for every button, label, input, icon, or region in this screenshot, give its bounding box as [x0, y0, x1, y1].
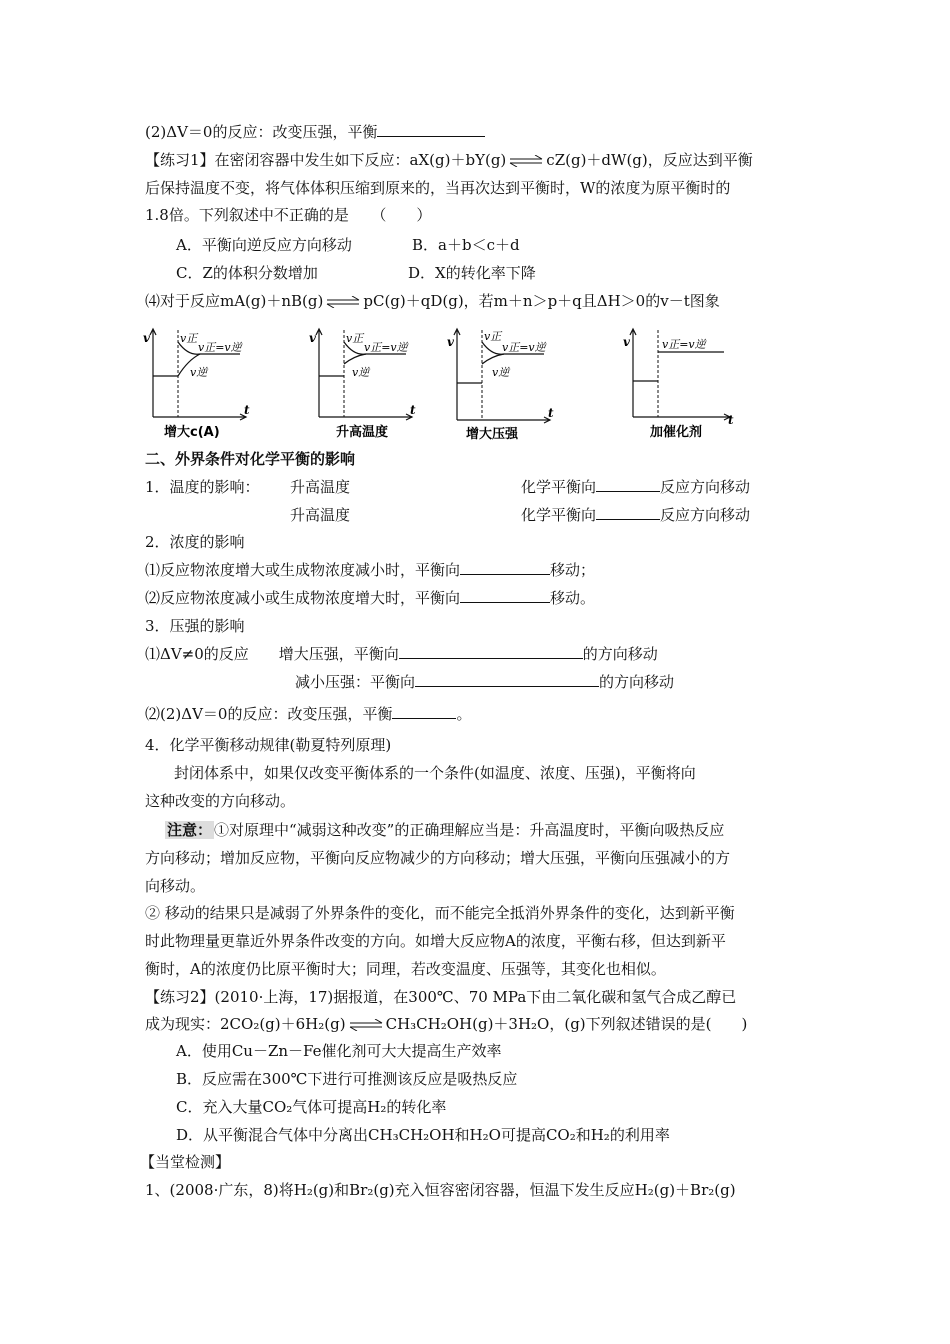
text-line: 成为现实：2CO₂(g)＋6H₂(g) CH₃CH₂OH(g)＋3H₂O，(g)下列叙述错误的是( ) [145, 1015, 748, 1033]
option-d[interactable]: D．从平衡混合气体中分离出CH₃CH₂OH和H₂O可提高CO₂和H₂的利用率 [176, 1126, 670, 1144]
answer-blank[interactable] [415, 672, 599, 687]
option-b[interactable]: B．a＋b＜c＋d [412, 236, 520, 254]
text-line: ⑴ΔV≠0的反应 增大压强，平衡向 的方向移动 [145, 645, 658, 663]
exercise-2-question: 【练习2】(2010·上海，17)据报道，在300℃、70 MPa下由二氧化碳和氢气合成乙醇已 [145, 988, 737, 1006]
vt-graph-increase-pressure [444, 324, 564, 444]
equilibrium-arrow-icon [509, 155, 543, 167]
curve-label-equal: v正=v逆 [502, 341, 546, 354]
text-line: 化学平衡向 反应方向移动 [521, 506, 751, 524]
axis-label-t: t [728, 413, 734, 427]
graph-caption: 加催化剂 [650, 425, 703, 440]
answer-blank[interactable] [392, 704, 456, 719]
subsection-title: 2．浓度的影响 [145, 533, 245, 551]
text-line: ⑵(2)ΔV＝0的反应：改变压强，平衡 。 [145, 705, 472, 723]
answer-blank[interactable] [596, 477, 660, 492]
curve-label-reverse: v逆 [492, 366, 510, 379]
axis-label-t: t [548, 406, 554, 420]
curve-label-reverse: v逆 [352, 366, 370, 379]
exercise-1-question: 【练习1】在密闭容器中发生如下反应：aX(g)＋bY(g) cZ(g)＋dW(g)，反应达到平衡 [145, 151, 753, 169]
condition-label: 升高温度 [290, 506, 351, 524]
text-line: 封闭体系中，如果仅改变平衡体系的一个条件(如温度、浓度、压强)，平衡将向 [174, 764, 696, 782]
subsection-title: 4．化学平衡移动规律(勒夏特列原理) [145, 736, 392, 754]
axis-label-v: v [309, 331, 316, 345]
curve-label-equal: v正=v逆 [364, 341, 408, 354]
graph-caption: 增大c(A) [164, 425, 220, 440]
text-line: ② 移动的结果只是减弱了外界条件的变化，而不能完全抵消外界条件的变化，达到新平衡 [145, 904, 735, 922]
text-line: 1、(2008·广东，8)将H₂(g)和Br₂(g)充入恒容密闭容器，恒温下发生反应H₂(g)＋Br₂(g) [145, 1181, 736, 1199]
axis-label-t: t [244, 403, 250, 417]
note-label: 注意： [167, 821, 213, 839]
vt-graph-add-catalyst [620, 324, 745, 444]
vt-graph-increase-concentration [140, 324, 260, 444]
text-line: 化学平衡向 反应方向移动 [521, 478, 751, 496]
text-line: 减小压强：平衡向 的方向移动 [295, 673, 675, 691]
vt-graph-raise-temperature [306, 324, 426, 444]
text-line: 后保持温度不变，将气体体积压缩到原来的，当再次达到平衡时，W的浓度为原平衡时的 [145, 179, 731, 197]
text-line: 衡时，A的浓度仍比原平衡时大；同理，若改变温度、压强等，其变化也相似。 [145, 960, 666, 978]
section-title: 【当堂检测】 [140, 1153, 231, 1171]
axis-label-v: v [623, 335, 630, 349]
graph-caption: 增大压强 [466, 427, 519, 442]
text-line: 方向移动；增加反应物，平衡向反应物减少的方向移动；增大压强，平衡向压强减小的方 [145, 849, 731, 867]
condition-label: 升高温度 [290, 478, 351, 496]
text-line: (2)ΔV＝0的反应：改变压强，平衡 [145, 122, 485, 142]
subsection-title: 1．温度的影响： [145, 478, 260, 496]
subsection-title: 3．压强的影响 [145, 617, 245, 635]
option-d[interactable]: D．X的转化率下降 [408, 264, 536, 282]
axis-label-v: v [447, 335, 454, 349]
answer-blank[interactable] [596, 505, 660, 520]
option-a[interactable]: A．使用Cu－Zn－Fe催化剂可大大提高生产效率 [176, 1042, 502, 1060]
answer-blank[interactable] [377, 122, 485, 137]
option-b[interactable]: B．反应需在300℃下进行可推测该反应是吸热反应 [176, 1070, 518, 1088]
text-line: 这种改变的方向移动。 [145, 792, 296, 810]
text-line: 向移动。 [145, 877, 206, 895]
text-line: 时此物理量更靠近外界条件改变的方向。如增大反应物A的浓度，平衡右移，但达到新平 [145, 932, 726, 950]
curve-label-reverse: v逆 [190, 366, 208, 379]
note-line: 注意： ①对原理中“减弱这种改变”的正确理解应当是：升高温度时，平衡向吸热反应 [167, 821, 725, 839]
option-c[interactable]: C．Z的体积分数增加 [176, 264, 318, 282]
text-line: ⑴反应物浓度增大或生成物浓度减小时，平衡向 移动； [145, 561, 596, 579]
section-title: 二、外界条件对化学平衡的影响 [145, 450, 356, 468]
text-line: ⑷对于反应mA(g)＋nB(g) pC(g)＋qD(g)，若m＋n＞p＋q且ΔH＞0的v－t图象 [145, 292, 720, 310]
axis-label-v: v [143, 331, 150, 345]
answer-blank[interactable] [399, 644, 583, 659]
graph-caption: 升高温度 [336, 425, 389, 440]
curve-label-equal: v正=v逆 [198, 341, 242, 354]
option-c[interactable]: C．充入大量CO₂气体可提高H₂的转化率 [176, 1098, 447, 1116]
curve-label-forward: v正 [484, 330, 502, 343]
curve-label-equal: v正=v逆 [662, 338, 706, 351]
answer-blank[interactable] [460, 588, 550, 603]
answer-blank[interactable] [460, 560, 550, 575]
curve-label-forward: v正 [180, 332, 198, 345]
equilibrium-arrow-icon [349, 1019, 383, 1031]
text-line: 1.8倍。下列叙述中不正确的是 （ ） [145, 206, 432, 224]
option-a[interactable]: A．平衡向逆反应方向移动 [176, 236, 352, 254]
equilibrium-arrow-icon [326, 296, 360, 308]
axis-label-t: t [410, 403, 416, 417]
curve-label-forward: v正 [346, 332, 364, 345]
text-line: ⑵反应物浓度减小或生成物浓度增大时，平衡向 移动。 [145, 589, 596, 607]
